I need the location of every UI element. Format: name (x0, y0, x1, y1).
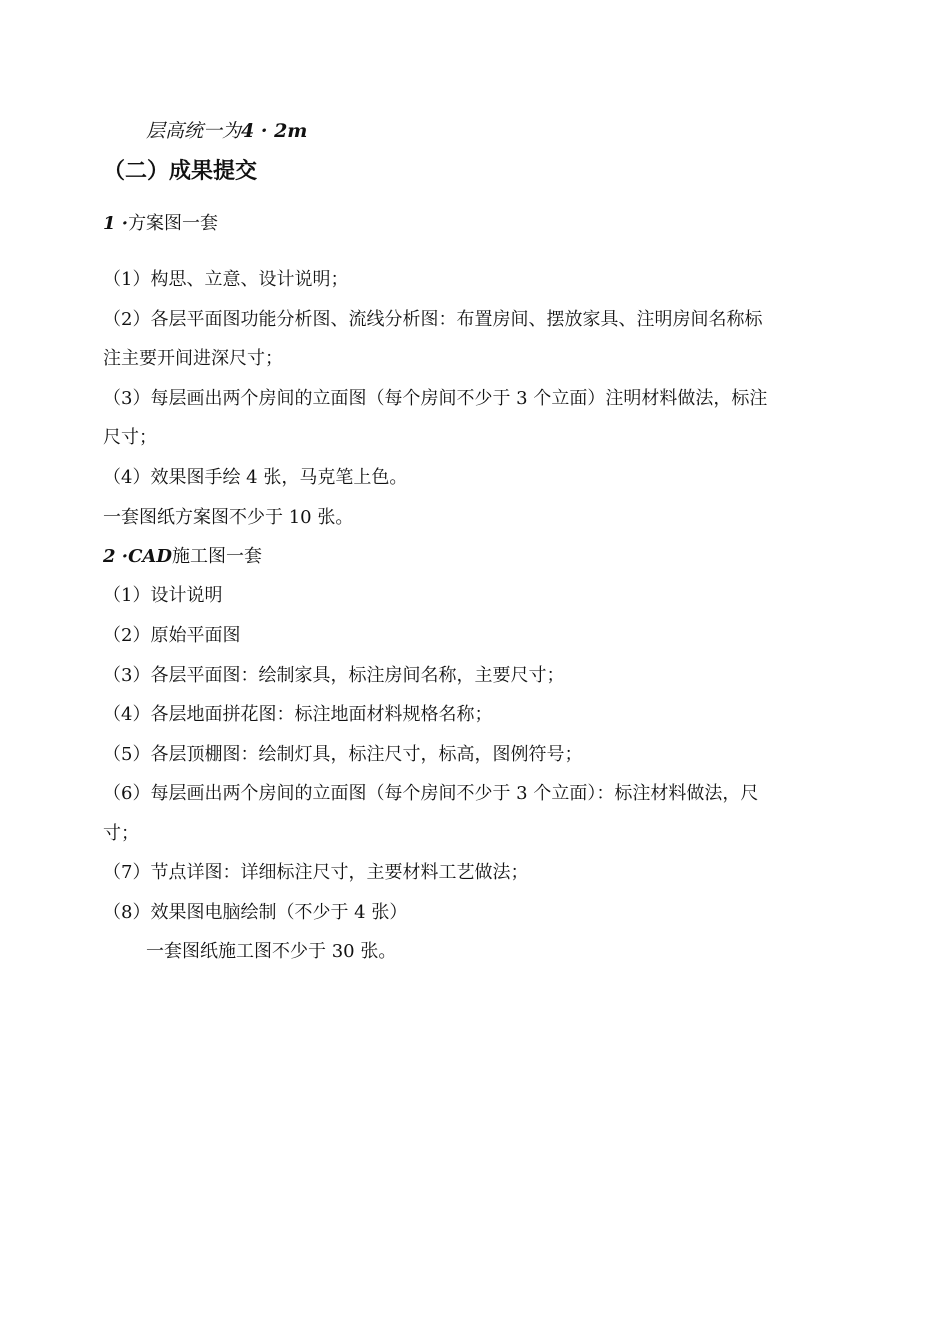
part2-item: （8）效果图电脑绘制（不少于 4 张） (103, 902, 408, 923)
part2-title: 施工图一套 (171, 546, 262, 567)
part1-heading (103, 212, 863, 236)
floor-height-label: 层高统一为 (146, 120, 242, 142)
part1-item: （4）效果图手绘 4 张，马克笔上色。 (103, 467, 408, 488)
part2-item: （4）各层地面拼花图：标注地面材料规格名称； (103, 704, 493, 725)
part1-item: （3）每层画出两个房间的立面图（每个房间不少于 3 个立面）注明材料做法，标注 (103, 388, 768, 409)
part2-heading (103, 545, 863, 569)
part2-item: （6）每层画出两个房间的立面图（每个房间不少于 3 个立面）：标注材料做法，尺 (103, 783, 759, 804)
section-title: （二）成果提交 (103, 159, 258, 184)
part2-summary: 一套图纸施工图不少于 30 张。 (146, 941, 397, 962)
floor-height-value: 4 · 2m (241, 120, 308, 142)
part1-item: 注主要开间进深尺寸； (103, 348, 283, 369)
part2-number: 2 · (103, 546, 129, 567)
part2-item: 寸； (103, 823, 139, 844)
part1-summary: 一套图纸方案图不少于 10 张。 (103, 507, 354, 528)
part2-item: （2）原始平面图 (103, 625, 241, 646)
part2-item: （7）节点详图：详细标注尺寸，主要材料工艺做法； (103, 862, 529, 883)
part1-item: （1）构思、立意、设计说明； (103, 269, 349, 290)
part1-title: 方案图一套 (128, 213, 219, 234)
part1-item: 尺寸； (103, 427, 157, 448)
part2-cad: CAD (128, 546, 172, 567)
part1-number: 1 · (103, 213, 129, 234)
part2-item: （3）各层平面图：绘制家具，标注房间名称，主要尺寸； (103, 665, 565, 686)
part2-item: （5）各层顶棚图：绘制灯具，标注尺寸，标高，图例符号； (103, 744, 583, 765)
part1-item: （2）各层平面图功能分析图、流线分析图：布置房间、摆放家具、注明房间名称标 (103, 309, 763, 330)
floor-height-note (146, 119, 906, 143)
part2-item: （1）设计说明 (103, 585, 223, 606)
